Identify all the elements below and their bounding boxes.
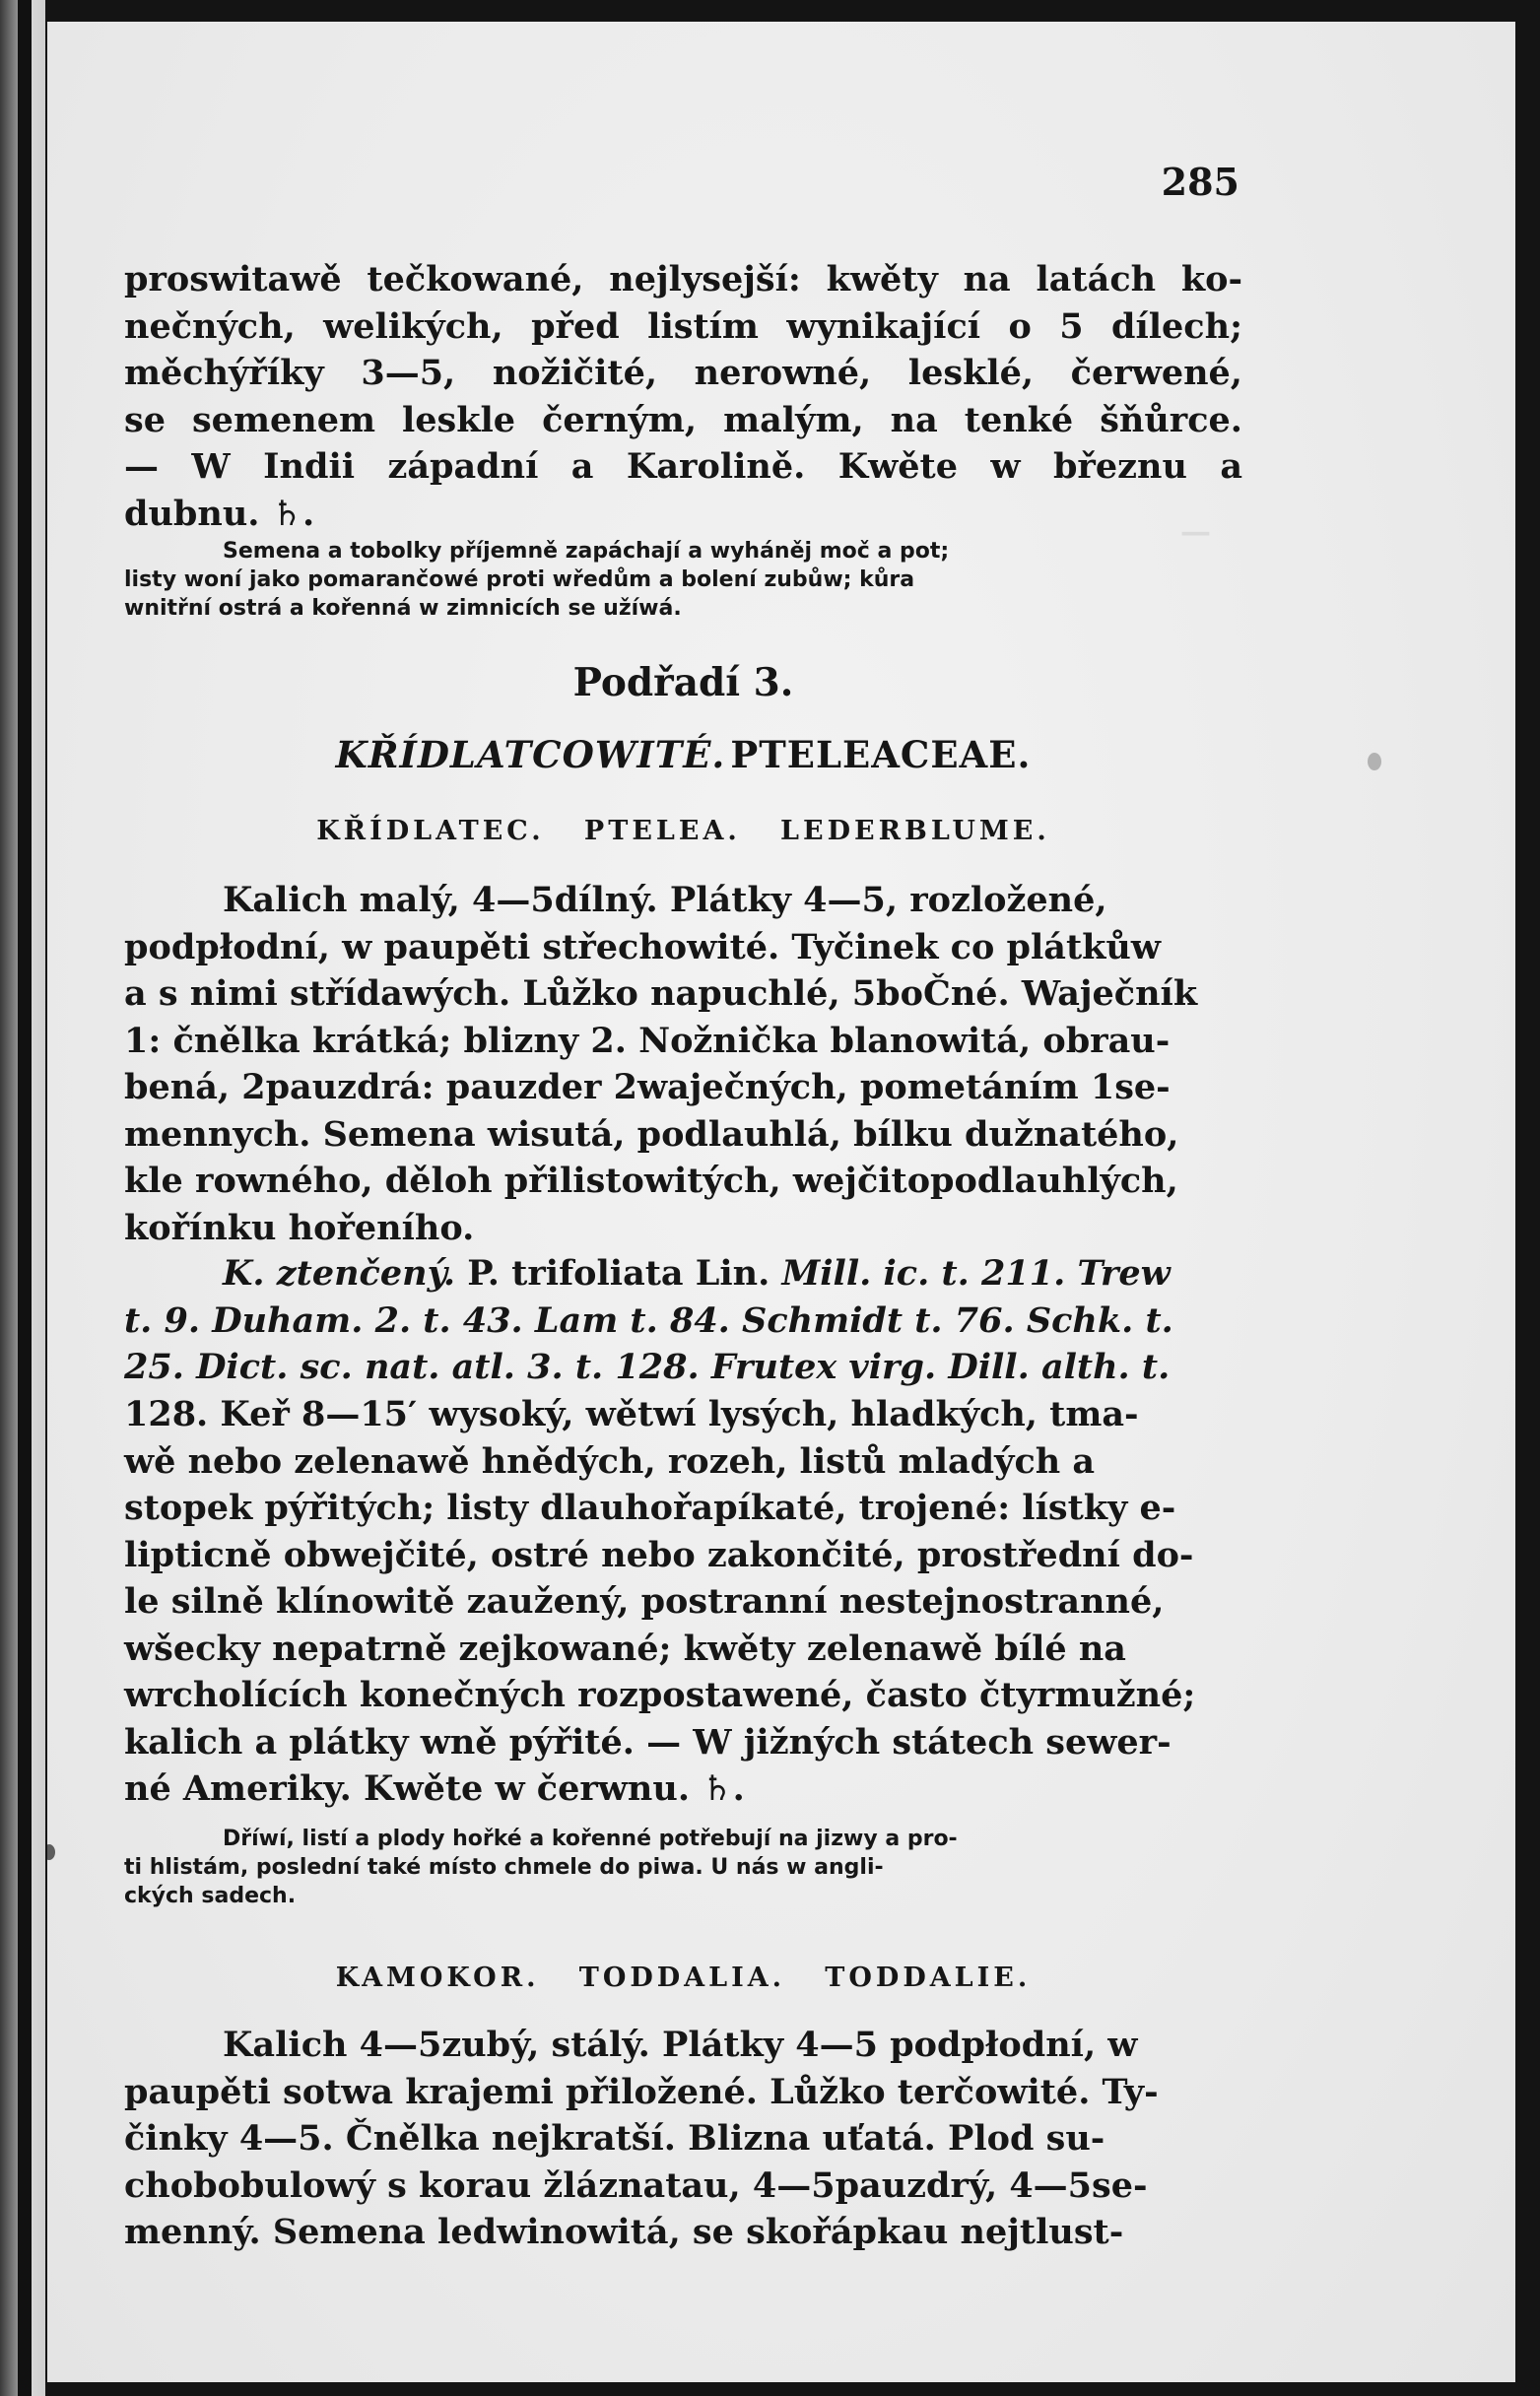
- genus-names: [124, 816, 1242, 846]
- text-line: proswitawě tečkowané, nejlysejší: kwěty na latách ko-: [124, 259, 1242, 300]
- note-line: Dříwí, listí a plody hořké a kořenné potřebují na jizwy a pro-: [223, 1827, 958, 1851]
- species-line: [124, 1250, 1242, 1298]
- text-line: wě nebo zelenawě hnědých, rozeh, listů mladých a: [124, 1440, 1096, 1482]
- text-line: paupěti sotwa krajemi přiložené. Lůžko terčowité. Ty-: [124, 2071, 1159, 2112]
- paper-speck: [47, 1844, 55, 1860]
- text-line: a s nimi střídawých. Lůžko napuchlé, 5boČné. Waječník: [124, 973, 1198, 1014]
- family-heading: [124, 733, 1242, 776]
- species-reference: t. 9. Duham. 2. t. 43. Lam t. 84. Schmidt t. 76. Schk. t.: [124, 1299, 1173, 1341]
- genus-heading-2: [124, 1963, 1242, 2002]
- note-line: ti hlistám, poslední také místo chmele do piwa. U nás w angli-: [124, 1855, 884, 1880]
- text-line: né Ameriky. Kwěte w čerwnu. ♄.: [124, 1768, 745, 1809]
- text-line: — W Indii západní a Karolině. Kwěte w březnu a: [124, 446, 1242, 487]
- family-name-czech: KŘÍDLATCOWITÉ.: [335, 733, 726, 776]
- text-line: činky 4—5. Čnělka nejkratší. Blizna uťatá. Plod su-: [124, 2118, 1105, 2159]
- paragraph-4: [124, 2022, 1242, 2256]
- text-line: podpłodní, w paupěti střechowité. Tyčinek co plátkůw: [124, 926, 1161, 967]
- text-line: mennych. Semena wisutá, podlauhlá, bílku dužnatého,: [124, 1113, 1179, 1155]
- text-line: 128. Keř 8—15′ wysoký, wětwí lysých, hladkých, tma-: [124, 1394, 1139, 1434]
- species-reference: Mill. ic. t. 211. Trew: [781, 1253, 1171, 1294]
- text-line: lipticně obwejčité, ostré nebo zakončité, prostřední do-: [124, 1534, 1194, 1575]
- text-line: měchýříky 3—5, nožičité, nerowné, lesklé, čerwené,: [124, 353, 1242, 393]
- genus-name-latin: TODDALIA.: [578, 1963, 786, 1993]
- genus-name-czech: KŘÍDLATEC.: [316, 816, 545, 846]
- paragraph-1: [124, 256, 1242, 537]
- scan-binding-shadow: [18, 0, 32, 2396]
- text-line: kle rowného, děloh přilistowitých, wejčitopodlauhlých,: [124, 1161, 1178, 1201]
- text-line: Kalich 4—5zubý, stálý. Plátky 4—5 podpłodní, w: [223, 2025, 1138, 2065]
- genus-name-german: TODDALIE.: [825, 1963, 1032, 1993]
- species-block: [124, 1250, 1242, 1391]
- text-line: le silně klínowitě zaužený, postranní nestejnostranné,: [124, 1581, 1165, 1622]
- genus-heading-1: [124, 816, 1242, 855]
- family-name-latin: PTELEACEAE.: [730, 733, 1032, 776]
- text-line: Kalich malý, 4—5dílný. Plátky 4—5, rozložené,: [223, 880, 1107, 920]
- genus-name-czech: KAMOKOR.: [335, 1963, 540, 1993]
- note-line: ckých sadech.: [124, 1884, 297, 1908]
- text-line: se semenem leskle černým, malým, na tenké šňůrce.: [124, 399, 1242, 440]
- paper-speck: [1368, 753, 1381, 770]
- species-name-latin: P. trifoliata Lin.: [467, 1253, 770, 1294]
- text-line: kalich a plátky wně pýřité. — W jižných státech sewer-: [124, 1721, 1172, 1763]
- text-line: dubnu. ♄.: [124, 493, 315, 534]
- genus-name-latin: PTELEA.: [583, 816, 741, 846]
- note-2: [124, 1825, 1242, 1910]
- bleed-through-text: —: [1180, 514, 1211, 550]
- suborder-heading: Podřadí 3.: [572, 660, 794, 705]
- text-line: wrcholících konečných rozpostawené, často čtyrmužné;: [124, 1675, 1196, 1715]
- text-line: stopek pýřitých; listy dlauhořapíkaté, trojené: lístky e-: [124, 1488, 1176, 1528]
- paragraph-2: [124, 877, 1242, 1251]
- note-line: listy woní jako pomarančowé proti wředům a bolení zubůw; kůra: [124, 567, 915, 592]
- text-line: 1: čnělka krátká; blizny 2. Nožnička blanowitá, obrau-: [124, 1020, 1171, 1061]
- text-line: menný. Semena ledwinowitá, se skořápkau nejtlust-: [124, 2212, 1124, 2252]
- text-line: wšecky nepatrně zejkowané; kwěty zelenawě bílé na: [124, 1628, 1126, 1669]
- text-line: kořínku hořeního.: [124, 1207, 475, 1248]
- note-line: Semena a tobolky příjemně zapáchají a wyháněj moč a pot;: [223, 539, 950, 564]
- note-1: [124, 537, 1242, 623]
- species-reference: 25. Dict. sc. nat. atl. 3. t. 128. Frutex virg. Dill. alth. t.: [124, 1347, 1171, 1387]
- scan-left-edge: [0, 0, 45, 2396]
- book-page: [47, 22, 1515, 2382]
- suborder-heading-block: [124, 660, 1242, 719]
- genus-names: [124, 1963, 1242, 1993]
- text-line: nečných, welikých, před listím wynikající o 5 dílech;: [124, 305, 1242, 347]
- note-line: wnitřní ostrá a kořenná w zimnicích se užíwá.: [124, 596, 682, 621]
- page-number: 285: [1161, 160, 1239, 204]
- family-heading-block: [124, 733, 1242, 792]
- paragraph-3: [124, 1391, 1242, 1813]
- text-line: chobobulowý s korau žláznatau, 4—5pauzdrý, 4—5se-: [124, 2164, 1148, 2206]
- species-name-czech: K. ztenčený.: [223, 1253, 456, 1294]
- genus-name-german: LEDERBLUME.: [780, 816, 1050, 846]
- text-line: bená, 2pauzdrá: pauzder 2waječných, pometáním 1se-: [124, 1067, 1171, 1107]
